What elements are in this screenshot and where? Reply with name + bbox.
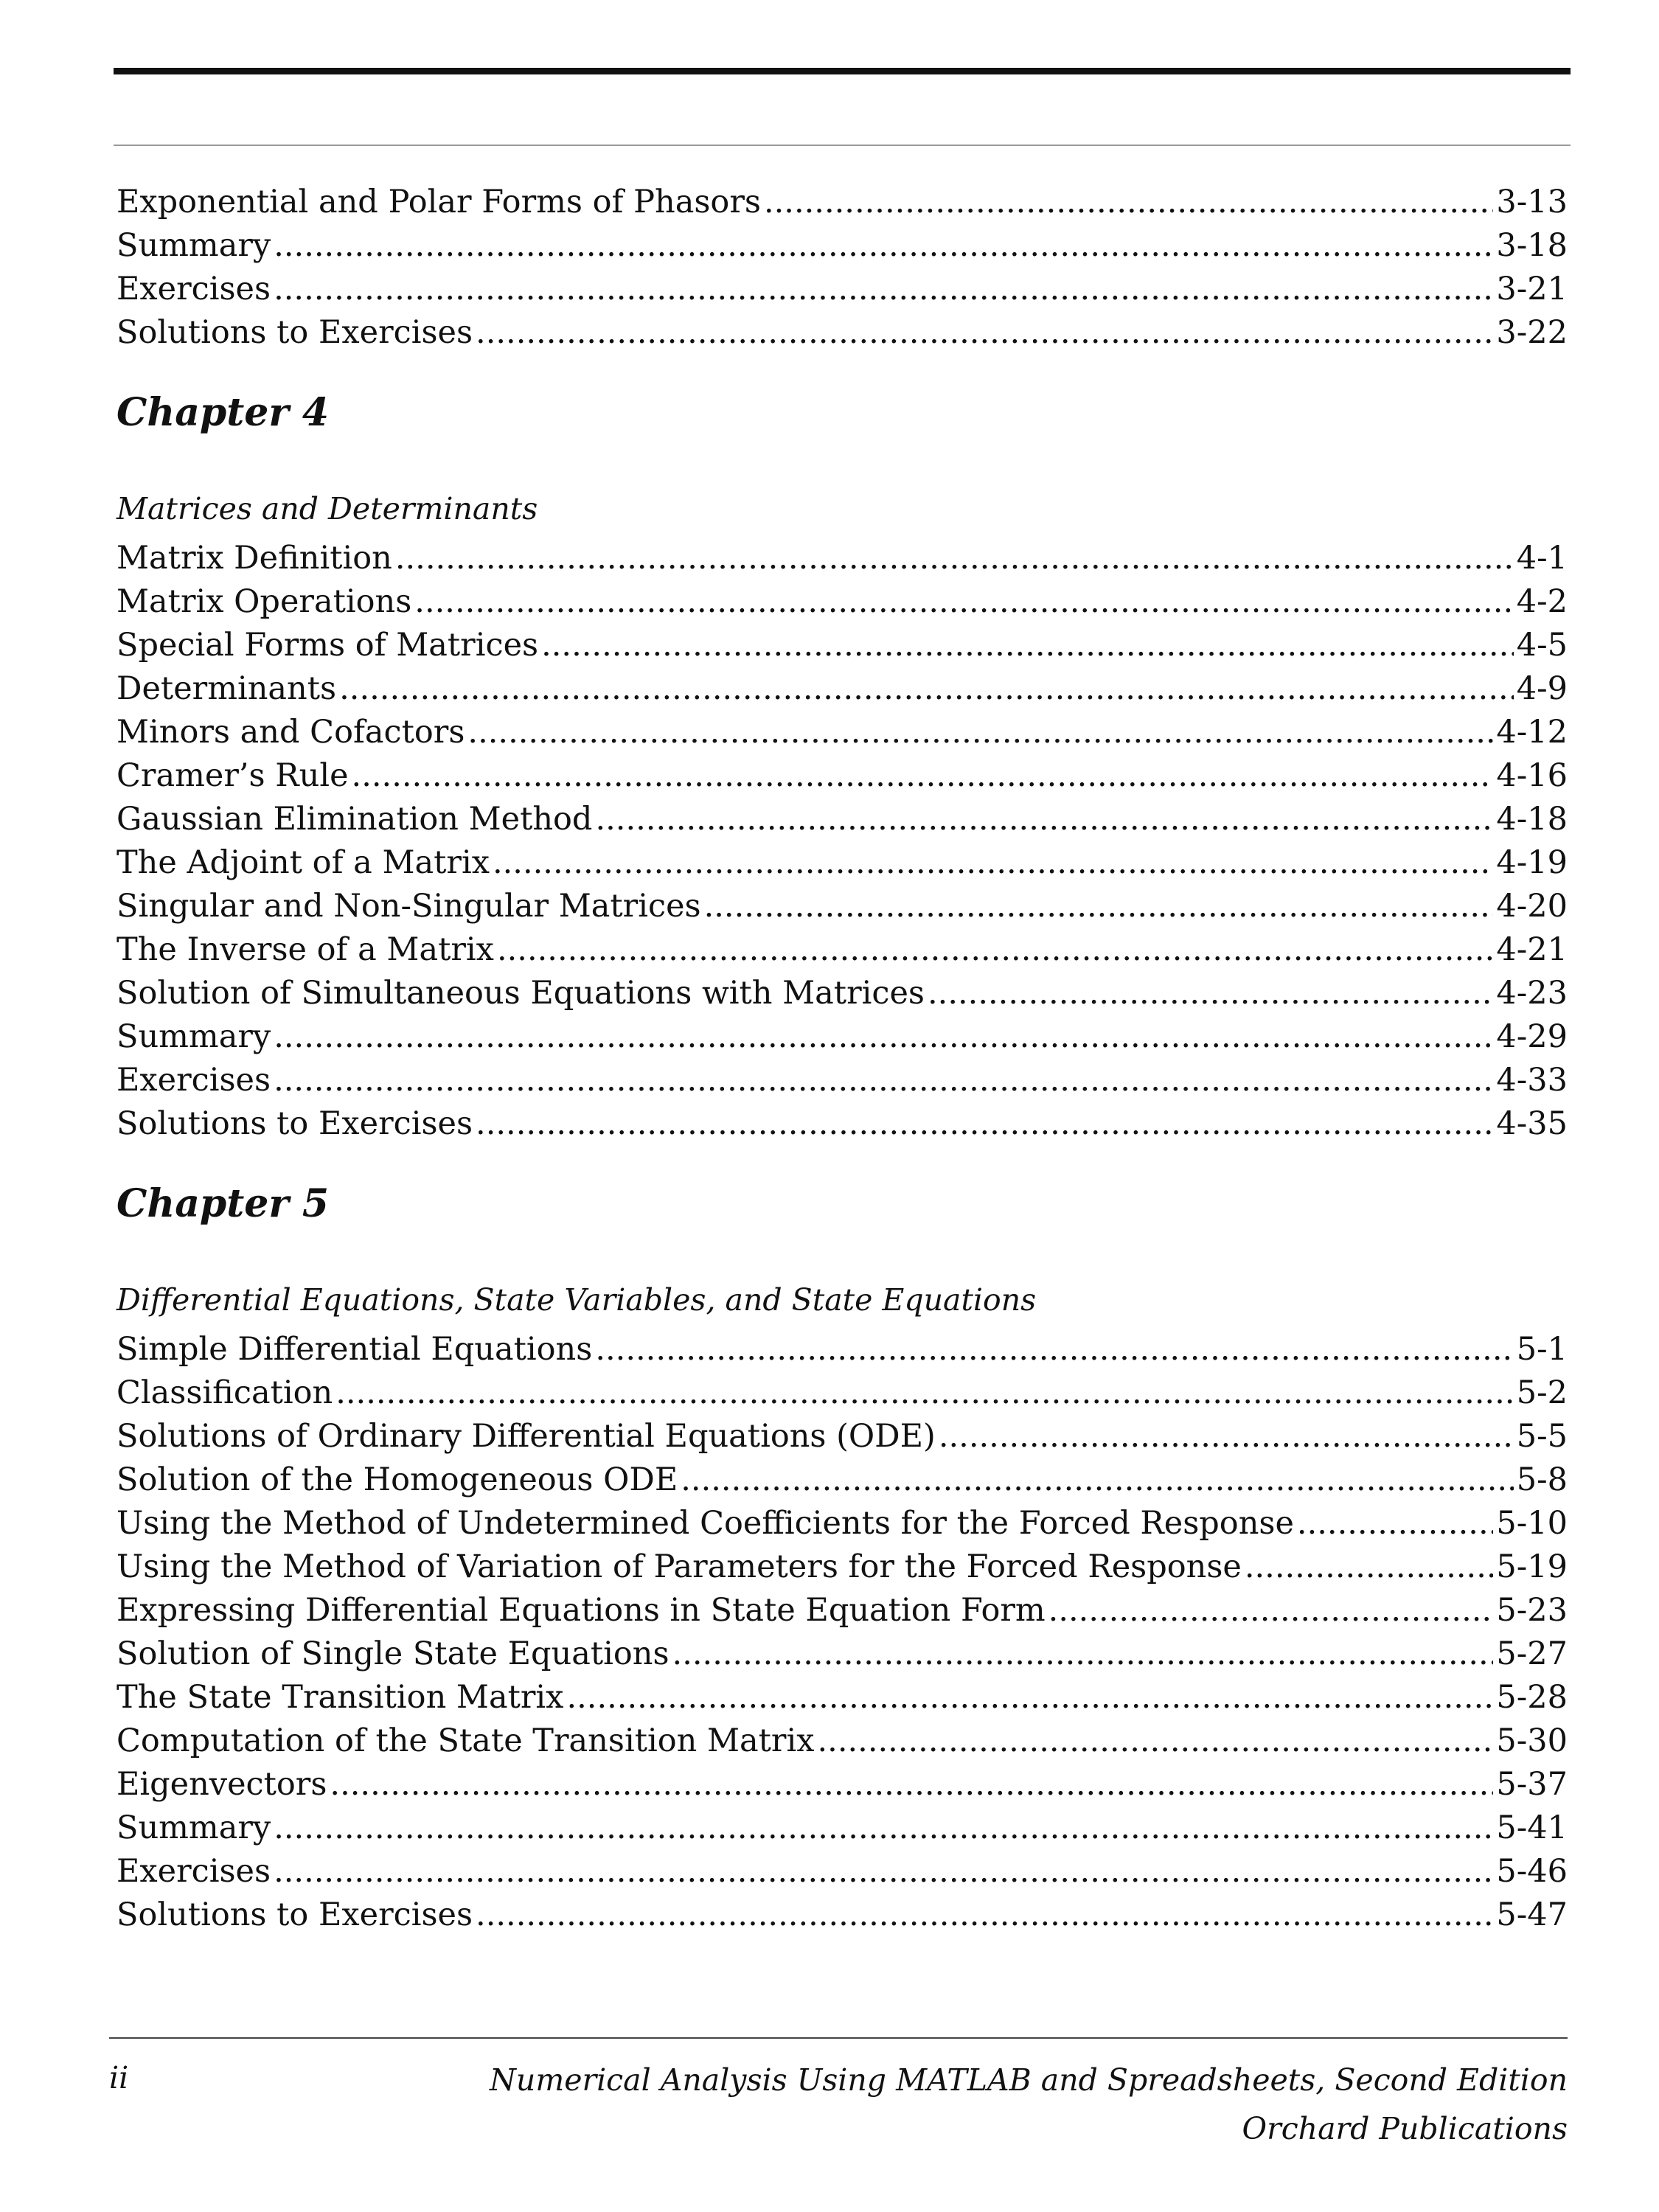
chapter-heading: Chapter 4	[116, 390, 330, 435]
toc-entry-page: 5-8	[1516, 1461, 1568, 1498]
toc-entry-page: 4-20	[1496, 888, 1568, 925]
leader-dots	[352, 754, 1494, 798]
leader-dots	[541, 624, 1514, 667]
toc-entry-page: 4-29	[1496, 1018, 1568, 1055]
toc-entry-page: 5-19	[1496, 1548, 1568, 1585]
toc-entry[interactable]	[116, 1102, 1568, 1146]
toc-entry-page: 4-33	[1496, 1062, 1568, 1099]
toc-section-chapter-3-continued	[116, 181, 1568, 355]
toc-entry-label: Solution of Single State Equations	[116, 1635, 669, 1672]
toc-entry-label: The Inverse of a Matrix	[116, 931, 494, 968]
toc-entry-label: Minors and Cofactors	[116, 714, 465, 751]
toc-entry[interactable]	[116, 667, 1568, 711]
leader-dots	[476, 1102, 1493, 1146]
toc-entry-page: 5-5	[1516, 1418, 1568, 1455]
toc-entry-label: Simple Differential Equations	[116, 1331, 593, 1368]
leader-dots	[681, 1458, 1514, 1502]
toc-entry[interactable]	[116, 1545, 1568, 1589]
toc-entry[interactable]	[116, 1328, 1568, 1371]
toc-entry-label: Solutions to Exercises	[116, 1896, 473, 1933]
toc-entry-label: Gaussian Elimination Method	[116, 801, 593, 838]
page-number: ii	[109, 2060, 129, 2096]
toc-entry[interactable]	[116, 181, 1568, 224]
toc-entry-page: 5-47	[1496, 1896, 1568, 1933]
toc-entry[interactable]	[116, 580, 1568, 624]
toc-entry[interactable]	[116, 624, 1568, 667]
toc-entry[interactable]	[116, 885, 1568, 928]
toc-entry-label: Singular and Non-Singular Matrices	[116, 888, 701, 925]
toc-entry-label: Using the Method of Undetermined Coefficients for the Forced Response	[116, 1505, 1294, 1542]
publisher: Orchard Publications	[1242, 2111, 1568, 2146]
toc-entry-page: 5-46	[1496, 1853, 1568, 1890]
chapter-heading: Chapter 5	[116, 1181, 330, 1226]
chapter-subtitle: Differential Equations, State Variables, and State Equations	[116, 1282, 1037, 1318]
toc-entry-label: Solutions to Exercises	[116, 314, 473, 351]
toc-entry-page: 4-9	[1516, 670, 1568, 707]
leader-dots	[335, 1371, 1514, 1415]
toc-entry-label: Determinants	[116, 670, 337, 707]
toc-entry-label: Summary	[116, 1018, 271, 1055]
toc-entry-label: Solutions of Ordinary Differential Equations (ODE)	[116, 1418, 936, 1455]
toc-entry-label: Classification	[116, 1374, 333, 1411]
toc-entry-page: 3-22	[1496, 314, 1568, 351]
toc-entry[interactable]	[116, 1502, 1568, 1545]
toc-entry[interactable]	[116, 1015, 1568, 1059]
leader-dots	[274, 268, 1493, 311]
toc-entry-page: 5-41	[1496, 1809, 1568, 1846]
toc-entry-label: Summary	[116, 1809, 271, 1846]
toc-entry-label: Eigenvectors	[116, 1766, 327, 1803]
leader-dots	[1048, 1589, 1494, 1632]
toc-entry-label: Cramer’s Rule	[116, 757, 349, 794]
toc-entry-page: 5-1	[1516, 1331, 1568, 1368]
toc-entry-page: 4-16	[1496, 757, 1568, 794]
toc-entry-page: 5-27	[1496, 1635, 1568, 1672]
leader-dots	[817, 1719, 1493, 1763]
leader-dots	[274, 1850, 1493, 1893]
toc-entry-label: Matrix Operations	[116, 583, 412, 620]
toc-entry-label: Exponential and Polar Forms of Phasors	[116, 184, 761, 220]
toc-entry-page: 4-23	[1496, 975, 1568, 1012]
leader-dots	[274, 1015, 1493, 1059]
toc-entry[interactable]	[116, 1893, 1568, 1937]
toc-entry[interactable]	[116, 1059, 1568, 1102]
running-footer	[490, 2056, 1568, 2153]
toc-entry[interactable]	[116, 1676, 1568, 1719]
toc-entry[interactable]	[116, 1763, 1568, 1806]
toc-section-chapter-4	[116, 387, 1568, 1146]
toc-entry[interactable]	[116, 268, 1568, 311]
leader-dots	[274, 224, 1493, 268]
toc-entry-label: Solution of Simultaneous Equations with Matrices	[116, 975, 925, 1012]
toc-entry-page: 4-21	[1496, 931, 1568, 968]
leader-dots	[467, 711, 1493, 754]
toc-entry-label: Expressing Differential Equations in State Equation Form	[116, 1592, 1046, 1629]
toc-entry[interactable]	[116, 537, 1568, 580]
leader-dots	[1297, 1502, 1493, 1545]
leader-dots	[476, 311, 1493, 355]
toc-entry[interactable]	[116, 1589, 1568, 1632]
book-title: Numerical Analysis Using MATLAB and Spreadsheets, Second Edition	[490, 2062, 1568, 2098]
toc-entry[interactable]	[116, 1415, 1568, 1458]
leader-dots	[274, 1059, 1493, 1102]
leader-dots	[395, 537, 1514, 580]
toc-entry-page: 4-12	[1496, 714, 1568, 751]
table-of-contents	[116, 181, 1568, 1937]
toc-entry-page: 3-18	[1496, 227, 1568, 264]
leader-dots	[414, 580, 1513, 624]
leader-dots	[704, 885, 1494, 928]
toc-section-chapter-5	[116, 1178, 1568, 1937]
toc-entry-label: Special Forms of Matrices	[116, 627, 539, 664]
toc-entry-label: Exercises	[116, 1853, 271, 1890]
toc-entry-page: 4-35	[1496, 1105, 1568, 1142]
toc-entry[interactable]	[116, 1371, 1568, 1415]
toc-entry[interactable]	[116, 1806, 1568, 1850]
toc-entry-page: 5-28	[1496, 1679, 1568, 1716]
toc-entry-page: 5-10	[1496, 1505, 1568, 1542]
toc-entry-page: 4-2	[1516, 583, 1568, 620]
toc-entry[interactable]	[116, 224, 1568, 268]
toc-entry[interactable]	[116, 1850, 1568, 1893]
toc-entry[interactable]	[116, 1458, 1568, 1502]
toc-entry-page: 4-18	[1496, 801, 1568, 838]
toc-entry-label: Exercises	[116, 1062, 271, 1099]
toc-entry-page: 4-19	[1496, 844, 1568, 881]
toc-entry-label: Solution of the Homogeneous ODE	[116, 1461, 678, 1498]
toc-entry[interactable]	[116, 972, 1568, 1015]
toc-entry-page: 5-30	[1496, 1722, 1568, 1759]
toc-entry-page: 3-13	[1496, 184, 1568, 220]
toc-entry[interactable]	[116, 1632, 1568, 1676]
leader-dots	[672, 1632, 1494, 1676]
leader-dots	[476, 1893, 1493, 1937]
leader-dots	[566, 1676, 1493, 1719]
header-divider	[114, 145, 1571, 146]
toc-entry[interactable]	[116, 928, 1568, 972]
leader-dots	[764, 181, 1493, 224]
leader-dots	[497, 928, 1493, 972]
leader-dots	[493, 841, 1493, 885]
leader-dots	[274, 1806, 1493, 1850]
toc-entry-page: 3-21	[1496, 271, 1568, 307]
leader-dots	[339, 667, 1514, 711]
toc-entry[interactable]	[116, 711, 1568, 754]
toc-entry-label: Exercises	[116, 271, 271, 307]
toc-entry[interactable]	[116, 311, 1568, 355]
leader-dots	[595, 1328, 1513, 1371]
leader-dots	[330, 1763, 1493, 1806]
toc-entry-label: Computation of the State Transition Matrix	[116, 1722, 815, 1759]
toc-entry-label: Summary	[116, 227, 271, 264]
toc-entry-page: 5-23	[1496, 1592, 1568, 1629]
toc-entry-label: The State Transition Matrix	[116, 1679, 564, 1716]
toc-entry-label: The Adjoint of a Matrix	[116, 844, 490, 881]
leader-dots	[595, 798, 1493, 841]
leader-dots	[1245, 1545, 1494, 1589]
toc-entry-page: 4-1	[1516, 540, 1568, 577]
toc-entry[interactable]	[116, 1719, 1568, 1763]
top-rule	[114, 68, 1571, 74]
toc-entry[interactable]	[116, 841, 1568, 885]
toc-entry-label: Solutions to Exercises	[116, 1105, 473, 1142]
toc-entry-page: 5-2	[1516, 1374, 1568, 1411]
toc-entry-page: 5-37	[1496, 1766, 1568, 1803]
leader-dots	[928, 972, 1493, 1015]
chapter-subtitle: Matrices and Determinants	[116, 491, 538, 526]
footer-divider	[109, 2037, 1568, 2039]
toc-entry[interactable]	[116, 754, 1568, 798]
toc-entry[interactable]	[116, 798, 1568, 841]
toc-entry-label: Matrix Definition	[116, 540, 392, 577]
toc-entry-page: 4-5	[1516, 627, 1568, 664]
toc-entry-label: Using the Method of Variation of Parameters for the Forced Response	[116, 1548, 1242, 1585]
leader-dots	[939, 1415, 1514, 1458]
